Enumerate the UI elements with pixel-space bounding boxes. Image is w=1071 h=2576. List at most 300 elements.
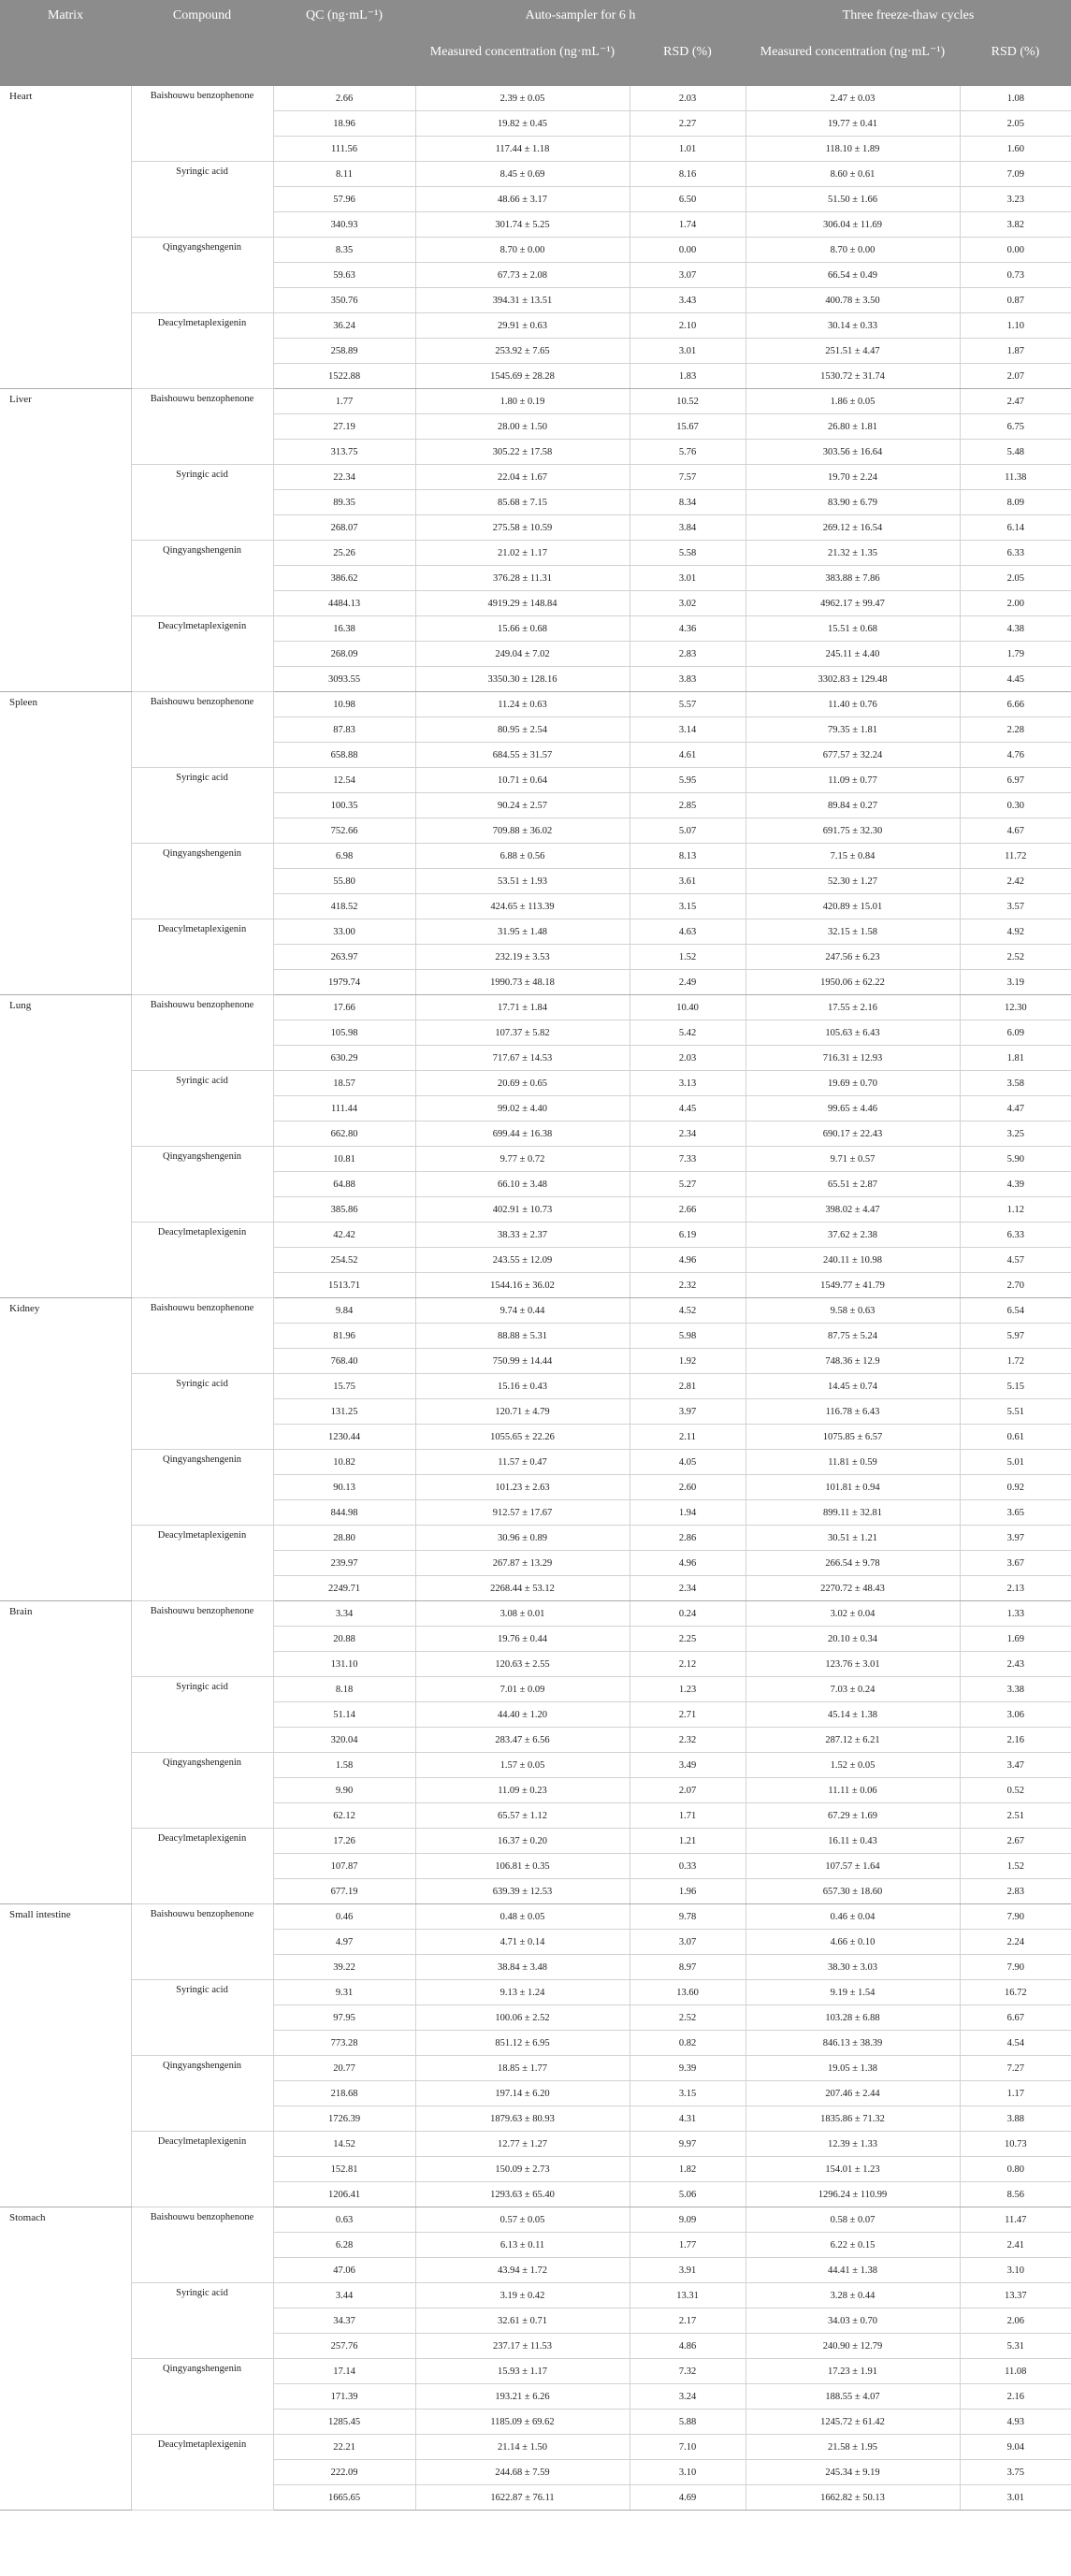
freezethaw-measured-cell: 65.51 ± 2.87 (745, 1172, 960, 1197)
qc-cell: 16.38 (273, 616, 415, 642)
freezethaw-measured-cell: 207.46 ± 2.44 (745, 2081, 960, 2106)
compound-cell: Qingyangshengenin (131, 1753, 273, 1829)
autosampler-rsd-cell: 5.88 (630, 2410, 745, 2435)
freezethaw-rsd-cell: 0.73 (960, 263, 1071, 288)
qc-cell: 2.66 (273, 86, 415, 111)
qc-cell: 350.76 (273, 288, 415, 313)
freezethaw-measured-cell: 6.22 ± 0.15 (745, 2233, 960, 2258)
autosampler-rsd-cell: 2.03 (630, 86, 745, 111)
qc-cell: 218.68 (273, 2081, 415, 2106)
freezethaw-measured-cell: 8.70 ± 0.00 (745, 238, 960, 263)
qc-cell: 90.13 (273, 1475, 415, 1500)
freezethaw-rsd-cell: 1.52 (960, 1854, 1071, 1879)
freezethaw-rsd-cell: 9.04 (960, 2435, 1071, 2460)
autosampler-rsd-cell: 2.52 (630, 2005, 745, 2031)
freezethaw-rsd-cell: 3.65 (960, 1500, 1071, 1526)
autosampler-rsd-cell: 2.49 (630, 970, 745, 995)
qc-cell: 3093.55 (273, 667, 415, 692)
freezethaw-rsd-cell: 3.82 (960, 212, 1071, 238)
compound-cell: Deacylmetaplexigenin (131, 919, 273, 995)
qc-cell: 28.80 (273, 1526, 415, 1551)
autosampler-rsd-cell: 3.02 (630, 591, 745, 616)
qc-cell: 1230.44 (273, 1425, 415, 1450)
qc-cell: 9.31 (273, 1980, 415, 2005)
freezethaw-rsd-cell: 2.28 (960, 717, 1071, 743)
qc-cell: 107.87 (273, 1854, 415, 1879)
freezethaw-measured-cell: 118.10 ± 1.89 (745, 137, 960, 162)
qc-cell: 313.75 (273, 440, 415, 465)
freezethaw-measured-cell: 251.51 ± 4.47 (745, 339, 960, 364)
autosampler-rsd-cell: 7.57 (630, 465, 745, 490)
freezethaw-rsd-cell: 11.08 (960, 2359, 1071, 2384)
freezethaw-measured-cell: 37.62 ± 2.38 (745, 1223, 960, 1248)
autosampler-rsd-cell: 2.07 (630, 1778, 745, 1803)
freezethaw-measured-cell: 690.17 ± 22.43 (745, 1122, 960, 1147)
autosampler-measured-cell: 249.04 ± 7.02 (415, 642, 630, 667)
autosampler-rsd-cell: 3.14 (630, 717, 745, 743)
freezethaw-measured-cell: 11.09 ± 0.77 (745, 768, 960, 793)
freezethaw-measured-cell: 9.19 ± 1.54 (745, 1980, 960, 2005)
qc-cell: 1726.39 (273, 2106, 415, 2132)
freezethaw-measured-cell: 17.23 ± 1.91 (745, 2359, 960, 2384)
freezethaw-measured-cell: 79.35 ± 1.81 (745, 717, 960, 743)
freezethaw-measured-cell: 12.39 ± 1.33 (745, 2132, 960, 2157)
autosampler-rsd-cell: 0.33 (630, 1854, 745, 1879)
qc-cell: 36.24 (273, 313, 415, 339)
autosampler-rsd-cell: 4.52 (630, 1298, 745, 1324)
freezethaw-measured-cell: 19.05 ± 1.38 (745, 2056, 960, 2081)
autosampler-rsd-cell: 3.24 (630, 2384, 745, 2410)
freezethaw-measured-cell: 51.50 ± 1.66 (745, 187, 960, 212)
compound-cell: Baishouwu benzophenone (131, 692, 273, 768)
qc-cell: 263.97 (273, 945, 415, 970)
freezethaw-measured-cell: 3302.83 ± 129.48 (745, 667, 960, 692)
qc-cell: 658.88 (273, 743, 415, 768)
freezethaw-rsd-cell: 2.05 (960, 111, 1071, 137)
freezethaw-rsd-cell: 7.27 (960, 2056, 1071, 2081)
freezethaw-measured-cell: 4962.17 ± 99.47 (745, 591, 960, 616)
autosampler-rsd-cell: 3.13 (630, 1071, 745, 1096)
freezethaw-measured-cell: 66.54 ± 0.49 (745, 263, 960, 288)
matrix-cell: Small intestine (0, 1904, 131, 2207)
freezethaw-measured-cell: 3.28 ± 0.44 (745, 2283, 960, 2308)
autosampler-rsd-cell: 3.15 (630, 2081, 745, 2106)
freezethaw-rsd-cell: 2.00 (960, 591, 1071, 616)
freezethaw-measured-cell: 398.02 ± 4.47 (745, 1197, 960, 1223)
compound-cell: Baishouwu benzophenone (131, 1298, 273, 1374)
autosampler-rsd-cell: 3.43 (630, 288, 745, 313)
autosampler-rsd-cell: 3.49 (630, 1753, 745, 1778)
compound-cell: Qingyangshengenin (131, 844, 273, 919)
autosampler-rsd-cell: 7.33 (630, 1147, 745, 1172)
autosampler-rsd-cell: 2.17 (630, 2308, 745, 2334)
freezethaw-rsd-cell: 0.92 (960, 1475, 1071, 1500)
compound-cell: Syringic acid (131, 1980, 273, 2056)
table-row (0, 1753, 1071, 1778)
freezethaw-measured-cell: 44.41 ± 1.38 (745, 2258, 960, 2283)
qc-cell: 239.97 (273, 1551, 415, 1576)
freezethaw-measured-cell: 11.11 ± 0.06 (745, 1778, 960, 1803)
qc-cell: 0.46 (273, 1904, 415, 1930)
table-row (0, 1829, 1071, 1854)
autosampler-rsd-cell: 1.82 (630, 2157, 745, 2182)
compound-cell: Deacylmetaplexigenin (131, 1829, 273, 1904)
table-header (0, 0, 1071, 86)
qc-cell: 320.04 (273, 1728, 415, 1753)
autosampler-measured-cell: 150.09 ± 2.73 (415, 2157, 630, 2182)
autosampler-measured-cell: 639.39 ± 12.53 (415, 1879, 630, 1904)
freezethaw-rsd-cell: 0.52 (960, 1778, 1071, 1803)
autosampler-measured-cell: 80.95 ± 2.54 (415, 717, 630, 743)
freezethaw-measured-cell: 240.90 ± 12.79 (745, 2334, 960, 2359)
freezethaw-rsd-cell: 2.51 (960, 1803, 1071, 1829)
freezethaw-measured-cell: 9.71 ± 0.57 (745, 1147, 960, 1172)
autosampler-measured-cell: 67.73 ± 2.08 (415, 263, 630, 288)
autosampler-measured-cell: 15.93 ± 1.17 (415, 2359, 630, 2384)
qc-cell: 17.66 (273, 995, 415, 1020)
freezethaw-rsd-cell: 6.67 (960, 2005, 1071, 2031)
autosampler-rsd-cell: 3.10 (630, 2460, 745, 2485)
freezethaw-rsd-cell: 2.24 (960, 1930, 1071, 1955)
compound-cell: Deacylmetaplexigenin (131, 2435, 273, 2511)
freezethaw-measured-cell: 748.36 ± 12.9 (745, 1349, 960, 1374)
table-row (0, 465, 1071, 490)
table-row (0, 238, 1071, 263)
autosampler-measured-cell: 1.57 ± 0.05 (415, 1753, 630, 1778)
autosampler-measured-cell: 283.47 ± 6.56 (415, 1728, 630, 1753)
autosampler-rsd-cell: 4.61 (630, 743, 745, 768)
autosampler-measured-cell: 0.57 ± 0.05 (415, 2207, 630, 2233)
autosampler-rsd-cell: 7.10 (630, 2435, 745, 2460)
compound-cell: Baishouwu benzophenone (131, 2207, 273, 2283)
autosampler-rsd-cell: 7.32 (630, 2359, 745, 2384)
autosampler-measured-cell: 402.91 ± 10.73 (415, 1197, 630, 1223)
autosampler-rsd-cell: 2.11 (630, 1425, 745, 1450)
qc-cell: 152.81 (273, 2157, 415, 2182)
freezethaw-rsd-cell: 6.54 (960, 1298, 1071, 1324)
freezethaw-measured-cell: 7.15 ± 0.84 (745, 844, 960, 869)
freezethaw-measured-cell: 1530.72 ± 31.74 (745, 364, 960, 389)
freezethaw-rsd-cell: 3.75 (960, 2460, 1071, 2485)
freezethaw-measured-cell: 21.32 ± 1.35 (745, 541, 960, 566)
autosampler-measured-cell: 232.19 ± 3.53 (415, 945, 630, 970)
freezethaw-measured-cell: 116.78 ± 6.43 (745, 1399, 960, 1425)
autosampler-measured-cell: 19.76 ± 0.44 (415, 1627, 630, 1652)
freezethaw-rsd-cell: 3.25 (960, 1122, 1071, 1147)
autosampler-rsd-cell: 3.15 (630, 894, 745, 919)
autosampler-rsd-cell: 4.63 (630, 919, 745, 945)
freezethaw-rsd-cell: 6.75 (960, 414, 1071, 440)
compound-cell: Syringic acid (131, 162, 273, 238)
freezethaw-rsd-cell: 3.97 (960, 1526, 1071, 1551)
freezethaw-rsd-cell: 5.01 (960, 1450, 1071, 1475)
autosampler-rsd-cell: 6.50 (630, 187, 745, 212)
autosampler-measured-cell: 30.96 ± 0.89 (415, 1526, 630, 1551)
freezethaw-rsd-cell: 1.33 (960, 1601, 1071, 1627)
autosampler-rsd-cell: 5.76 (630, 440, 745, 465)
autosampler-rsd-cell: 2.60 (630, 1475, 745, 1500)
autosampler-measured-cell: 66.10 ± 3.48 (415, 1172, 630, 1197)
header-freezethaw: Three freeze-thaw cycles (745, 0, 1071, 40)
autosampler-rsd-cell: 8.13 (630, 844, 745, 869)
freezethaw-rsd-cell: 1.12 (960, 1197, 1071, 1223)
qc-cell: 33.00 (273, 919, 415, 945)
freezethaw-rsd-cell: 5.90 (960, 1147, 1071, 1172)
autosampler-measured-cell: 21.02 ± 1.17 (415, 541, 630, 566)
autosampler-rsd-cell: 2.10 (630, 313, 745, 339)
freezethaw-rsd-cell: 1.10 (960, 313, 1071, 339)
autosampler-measured-cell: 9.13 ± 1.24 (415, 1980, 630, 2005)
autosampler-measured-cell: 709.88 ± 36.02 (415, 818, 630, 844)
freezethaw-rsd-cell: 12.30 (960, 995, 1071, 1020)
freezethaw-measured-cell: 247.56 ± 6.23 (745, 945, 960, 970)
table-row (0, 1374, 1071, 1399)
autosampler-rsd-cell: 0.00 (630, 238, 745, 263)
autosampler-measured-cell: 424.65 ± 113.39 (415, 894, 630, 919)
freezethaw-measured-cell: 306.04 ± 11.69 (745, 212, 960, 238)
autosampler-measured-cell: 9.74 ± 0.44 (415, 1298, 630, 1324)
autosampler-measured-cell: 38.33 ± 2.37 (415, 1223, 630, 1248)
autosampler-rsd-cell: 5.58 (630, 541, 745, 566)
qc-cell: 10.81 (273, 1147, 415, 1172)
table-row (0, 919, 1071, 945)
autosampler-rsd-cell: 2.34 (630, 1122, 745, 1147)
compound-cell: Baishouwu benzophenone (131, 1904, 273, 1980)
freezethaw-rsd-cell: 6.14 (960, 515, 1071, 541)
freezethaw-rsd-cell: 3.88 (960, 2106, 1071, 2132)
qc-cell: 10.98 (273, 692, 415, 717)
autosampler-measured-cell: 11.57 ± 0.47 (415, 1450, 630, 1475)
freezethaw-measured-cell: 1245.72 ± 61.42 (745, 2410, 960, 2435)
table-row (0, 2132, 1071, 2157)
qc-cell: 1665.65 (273, 2485, 415, 2511)
freezethaw-measured-cell: 11.40 ± 0.76 (745, 692, 960, 717)
freezethaw-rsd-cell: 2.43 (960, 1652, 1071, 1677)
qc-cell: 25.26 (273, 541, 415, 566)
autosampler-measured-cell: 21.14 ± 1.50 (415, 2435, 630, 2460)
freezethaw-rsd-cell: 3.38 (960, 1677, 1071, 1702)
autosampler-measured-cell: 20.69 ± 0.65 (415, 1071, 630, 1096)
qc-cell: 18.57 (273, 1071, 415, 1096)
freezethaw-measured-cell: 899.11 ± 32.81 (745, 1500, 960, 1526)
freezethaw-rsd-cell: 3.10 (960, 2258, 1071, 2283)
autosampler-rsd-cell: 1.01 (630, 137, 745, 162)
freezethaw-rsd-cell: 2.67 (960, 1829, 1071, 1854)
autosampler-rsd-cell: 3.97 (630, 1399, 745, 1425)
qc-cell: 64.88 (273, 1172, 415, 1197)
autosampler-rsd-cell: 5.95 (630, 768, 745, 793)
compound-cell: Qingyangshengenin (131, 1450, 273, 1526)
qc-cell: 22.34 (273, 465, 415, 490)
autosampler-rsd-cell: 2.32 (630, 1273, 745, 1298)
autosampler-measured-cell: 90.24 ± 2.57 (415, 793, 630, 818)
autosampler-rsd-cell: 4.05 (630, 1450, 745, 1475)
freezethaw-measured-cell: 16.11 ± 0.43 (745, 1829, 960, 1854)
freezethaw-rsd-cell: 2.42 (960, 869, 1071, 894)
autosampler-measured-cell: 7.01 ± 0.09 (415, 1677, 630, 1702)
freezethaw-rsd-cell: 6.97 (960, 768, 1071, 793)
qc-cell: 18.96 (273, 111, 415, 137)
autosampler-measured-cell: 11.24 ± 0.63 (415, 692, 630, 717)
autosampler-measured-cell: 32.61 ± 0.71 (415, 2308, 630, 2334)
freezethaw-measured-cell: 303.56 ± 16.64 (745, 440, 960, 465)
autosampler-measured-cell: 107.37 ± 5.82 (415, 1020, 630, 1046)
freezethaw-measured-cell: 1.86 ± 0.05 (745, 389, 960, 414)
table-row (0, 692, 1071, 717)
freezethaw-measured-cell: 269.12 ± 16.54 (745, 515, 960, 541)
qc-cell: 9.90 (273, 1778, 415, 1803)
qc-cell: 89.35 (273, 490, 415, 515)
table-row (0, 1601, 1071, 1627)
freezethaw-rsd-cell: 2.83 (960, 1879, 1071, 1904)
freezethaw-measured-cell: 2270.72 ± 48.43 (745, 1576, 960, 1601)
freezethaw-measured-cell: 400.78 ± 3.50 (745, 288, 960, 313)
freezethaw-measured-cell: 107.57 ± 1.64 (745, 1854, 960, 1879)
freezethaw-measured-cell: 105.63 ± 6.43 (745, 1020, 960, 1046)
freezethaw-measured-cell: 83.90 ± 6.79 (745, 490, 960, 515)
freezethaw-rsd-cell: 2.41 (960, 2233, 1071, 2258)
autosampler-measured-cell: 2268.44 ± 53.12 (415, 1576, 630, 1601)
matrix-cell: Brain (0, 1601, 131, 1904)
qc-cell: 39.22 (273, 1955, 415, 1980)
autosampler-rsd-cell: 4.96 (630, 1248, 745, 1273)
freezethaw-measured-cell: 1662.82 ± 50.13 (745, 2485, 960, 2511)
autosampler-rsd-cell: 0.82 (630, 2031, 745, 2056)
autosampler-rsd-cell: 15.67 (630, 414, 745, 440)
compound-cell: Syringic acid (131, 768, 273, 844)
freezethaw-rsd-cell: 5.15 (960, 1374, 1071, 1399)
autosampler-measured-cell: 717.67 ± 14.53 (415, 1046, 630, 1071)
compound-cell: Syringic acid (131, 1374, 273, 1450)
autosampler-rsd-cell: 2.03 (630, 1046, 745, 1071)
qc-cell: 6.98 (273, 844, 415, 869)
autosampler-measured-cell: 1622.87 ± 76.11 (415, 2485, 630, 2511)
autosampler-measured-cell: 851.12 ± 6.95 (415, 2031, 630, 2056)
freezethaw-rsd-cell: 1.17 (960, 2081, 1071, 2106)
autosampler-measured-cell: 1879.63 ± 80.93 (415, 2106, 630, 2132)
qc-cell: 4.97 (273, 1930, 415, 1955)
compound-cell: Qingyangshengenin (131, 2359, 273, 2435)
table-row (0, 1450, 1071, 1475)
autosampler-rsd-cell: 4.86 (630, 2334, 745, 2359)
autosampler-rsd-cell: 1.52 (630, 945, 745, 970)
freezethaw-rsd-cell: 3.19 (960, 970, 1071, 995)
freezethaw-measured-cell: 123.76 ± 3.01 (745, 1652, 960, 1677)
freezethaw-rsd-cell: 8.56 (960, 2182, 1071, 2207)
qc-cell: 773.28 (273, 2031, 415, 2056)
autosampler-measured-cell: 301.74 ± 5.25 (415, 212, 630, 238)
freezethaw-rsd-cell: 2.16 (960, 1728, 1071, 1753)
freezethaw-rsd-cell: 6.66 (960, 692, 1071, 717)
freezethaw-measured-cell: 245.34 ± 9.19 (745, 2460, 960, 2485)
freezethaw-rsd-cell: 1.72 (960, 1349, 1071, 1374)
header-autosampler-rsd: RSD (%) (630, 40, 745, 86)
autosampler-rsd-cell: 3.61 (630, 869, 745, 894)
qc-cell: 254.52 (273, 1248, 415, 1273)
autosampler-rsd-cell: 9.09 (630, 2207, 745, 2233)
autosampler-rsd-cell: 1.23 (630, 1677, 745, 1702)
autosampler-rsd-cell: 3.01 (630, 339, 745, 364)
autosampler-rsd-cell: 9.78 (630, 1904, 745, 1930)
autosampler-measured-cell: 85.68 ± 7.15 (415, 490, 630, 515)
freezethaw-measured-cell: 67.29 ± 1.69 (745, 1803, 960, 1829)
freezethaw-rsd-cell: 1.87 (960, 339, 1071, 364)
qc-cell: 1522.88 (273, 364, 415, 389)
compound-cell: Syringic acid (131, 465, 273, 541)
freezethaw-rsd-cell: 2.70 (960, 1273, 1071, 1298)
qc-cell: 1206.41 (273, 2182, 415, 2207)
autosampler-measured-cell: 106.81 ± 0.35 (415, 1854, 630, 1879)
autosampler-rsd-cell: 1.92 (630, 1349, 745, 1374)
freezethaw-rsd-cell: 2.16 (960, 2384, 1071, 2410)
autosampler-rsd-cell: 3.07 (630, 1930, 745, 1955)
autosampler-rsd-cell: 6.19 (630, 1223, 745, 1248)
autosampler-rsd-cell: 1.94 (630, 1500, 745, 1526)
autosampler-measured-cell: 15.16 ± 0.43 (415, 1374, 630, 1399)
autosampler-rsd-cell: 8.34 (630, 490, 745, 515)
freezethaw-measured-cell: 677.57 ± 32.24 (745, 743, 960, 768)
freezethaw-measured-cell: 3.02 ± 0.04 (745, 1601, 960, 1627)
qc-cell: 257.76 (273, 2334, 415, 2359)
autosampler-rsd-cell: 4.96 (630, 1551, 745, 1576)
qc-cell: 14.52 (273, 2132, 415, 2157)
autosampler-rsd-cell: 3.01 (630, 566, 745, 591)
freezethaw-rsd-cell: 3.67 (960, 1551, 1071, 1576)
freezethaw-rsd-cell: 11.72 (960, 844, 1071, 869)
autosampler-measured-cell: 267.87 ± 13.29 (415, 1551, 630, 1576)
freezethaw-measured-cell: 103.28 ± 6.88 (745, 2005, 960, 2031)
autosampler-measured-cell: 1.80 ± 0.19 (415, 389, 630, 414)
autosampler-measured-cell: 1293.63 ± 65.40 (415, 2182, 630, 2207)
autosampler-measured-cell: 15.66 ± 0.68 (415, 616, 630, 642)
autosampler-measured-cell: 305.22 ± 17.58 (415, 440, 630, 465)
freezethaw-rsd-cell: 2.47 (960, 389, 1071, 414)
autosampler-rsd-cell: 8.16 (630, 162, 745, 187)
qc-cell: 111.44 (273, 1096, 415, 1122)
freezethaw-measured-cell: 1075.85 ± 6.57 (745, 1425, 960, 1450)
table-row (0, 2435, 1071, 2460)
freezethaw-rsd-cell: 3.57 (960, 894, 1071, 919)
freezethaw-rsd-cell: 6.09 (960, 1020, 1071, 1046)
table-row (0, 1147, 1071, 1172)
freezethaw-rsd-cell: 0.87 (960, 288, 1071, 313)
freezethaw-rsd-cell: 0.00 (960, 238, 1071, 263)
autosampler-measured-cell: 376.28 ± 11.31 (415, 566, 630, 591)
qc-cell: 131.25 (273, 1399, 415, 1425)
freezethaw-measured-cell: 1835.86 ± 71.32 (745, 2106, 960, 2132)
autosampler-rsd-cell: 1.21 (630, 1829, 745, 1854)
autosampler-rsd-cell: 1.83 (630, 364, 745, 389)
autosampler-measured-cell: 11.09 ± 0.23 (415, 1778, 630, 1803)
freezethaw-rsd-cell: 1.60 (960, 137, 1071, 162)
freezethaw-measured-cell: 846.13 ± 38.39 (745, 2031, 960, 2056)
compound-cell: Deacylmetaplexigenin (131, 313, 273, 389)
qc-cell: 222.09 (273, 2460, 415, 2485)
freezethaw-rsd-cell: 3.23 (960, 187, 1071, 212)
table-row (0, 1298, 1071, 1324)
freezethaw-measured-cell: 21.58 ± 1.95 (745, 2435, 960, 2460)
freezethaw-rsd-cell: 3.01 (960, 2485, 1071, 2511)
qc-cell: 57.96 (273, 187, 415, 212)
freezethaw-measured-cell: 245.11 ± 4.40 (745, 642, 960, 667)
freezethaw-rsd-cell: 4.76 (960, 743, 1071, 768)
autosampler-rsd-cell: 5.27 (630, 1172, 745, 1197)
table-row (0, 541, 1071, 566)
compound-cell: Deacylmetaplexigenin (131, 616, 273, 692)
autosampler-rsd-cell: 1.74 (630, 212, 745, 238)
qc-cell: 768.40 (273, 1349, 415, 1374)
autosampler-measured-cell: 243.55 ± 12.09 (415, 1248, 630, 1273)
